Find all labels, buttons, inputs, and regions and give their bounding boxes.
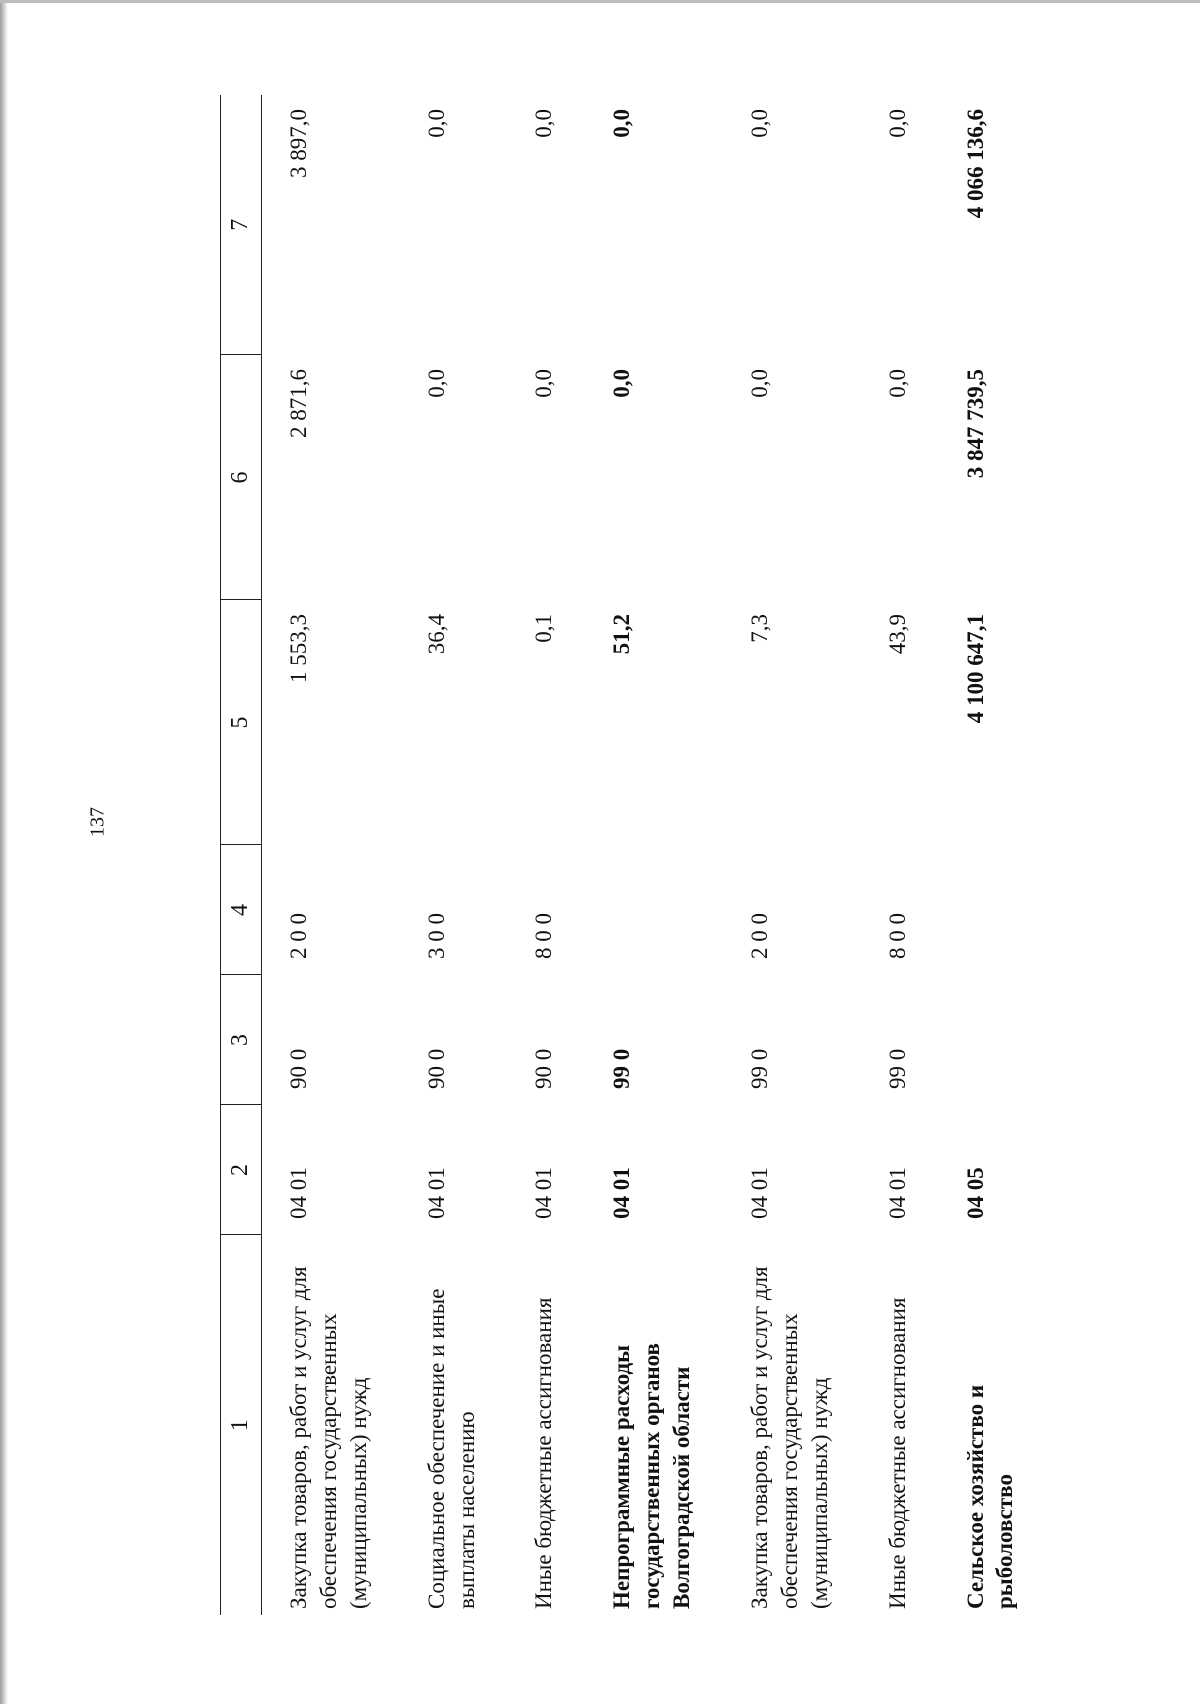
row-amount-col6: 0,0	[884, 369, 910, 398]
row-expense-type-code: 2 0 0	[286, 913, 311, 959]
row-expense-type-code: 3 0 0	[423, 913, 449, 959]
row-target-code: 99 0	[609, 1048, 635, 1089]
column-number-6: 6	[221, 355, 262, 600]
scan-edge-top	[0, 0, 1200, 3]
row-section-code: 04 01	[609, 1167, 635, 1219]
row-amount-col5: 36,4	[423, 614, 449, 655]
column-number-4: 4	[221, 845, 262, 975]
row-expense-type-code: 2 0 0	[747, 913, 773, 959]
row-amount-col6: 0,0	[423, 369, 449, 398]
row-name: Иные бюджетные ассигнования	[531, 1297, 557, 1609]
row-amount-col7: 0,0	[884, 109, 910, 138]
row-expense-type-code: 8 0 0	[531, 913, 557, 959]
table-row	[869, 95, 947, 1615]
table-row	[408, 95, 516, 1615]
page-number-text: 137	[86, 807, 109, 837]
row-target-code: 90 0	[423, 1048, 449, 1089]
row-name: Социальное обеспечение и иные выплаты населению	[423, 1288, 479, 1609]
budget-table	[220, 95, 1038, 1615]
column-number-7: 7	[221, 95, 262, 355]
column-number-header-row	[221, 95, 262, 1615]
table-row	[593, 95, 731, 1615]
row-target-code: 90 0	[531, 1048, 557, 1089]
row-amount-col6: 0,0	[747, 369, 773, 398]
table-row	[262, 95, 408, 1615]
row-target-code	[947, 975, 1039, 1105]
row-amount-col6: 3 847 739,5	[962, 369, 988, 479]
row-target-code: 90 0	[286, 1048, 311, 1089]
row-amount-col5: 4 100 647,1	[962, 614, 988, 724]
row-section-code: 04 05	[962, 1167, 988, 1219]
column-number-1: 1	[221, 1235, 262, 1615]
row-section-code: 04 01	[423, 1167, 449, 1219]
column-number-2: 2	[221, 1105, 262, 1235]
row-name: Сельское хозяйство и рыболовство	[962, 1384, 1018, 1609]
table-row	[731, 95, 869, 1615]
rotated-page-content	[220, 95, 1018, 1615]
row-amount-col5: 1 553,3	[286, 614, 311, 683]
row-section-code: 04 01	[286, 1167, 311, 1219]
row-section-code: 04 01	[747, 1167, 773, 1219]
row-amount-col5: 0,1	[531, 614, 557, 643]
row-amount-col5: 7,3	[747, 614, 773, 643]
row-amount-col7: 0,0	[609, 109, 635, 138]
row-name: Закупка товаров, работ и услуг для обеспечения государственных (муниципальных) нужд	[286, 1266, 371, 1609]
row-name: Закупка товаров, работ и услуг для обеспечения государственных (муниципальных) нужд	[747, 1266, 832, 1609]
row-name: Непрограммные расходы государственных органов Волгоградской области	[609, 1343, 695, 1609]
table-row	[515, 95, 593, 1615]
row-amount-col6: 0,0	[609, 369, 635, 398]
row-section-code: 04 01	[884, 1167, 910, 1219]
table-row	[947, 95, 1039, 1615]
row-name: Иные бюджетные ассигнования	[884, 1297, 910, 1609]
row-expense-type-code	[593, 845, 731, 975]
row-amount-col7: 0,0	[747, 109, 773, 138]
row-target-code: 99 0	[747, 1048, 773, 1089]
row-target-code: 99 0	[884, 1048, 910, 1089]
row-amount-col7: 0,0	[423, 109, 449, 138]
row-amount-col7: 3 897,0	[286, 109, 311, 178]
row-expense-type-code	[947, 845, 1039, 975]
row-amount-col7: 0,0	[531, 109, 557, 138]
row-expense-type-code: 8 0 0	[884, 913, 910, 959]
row-amount-col6: 0,0	[531, 369, 557, 398]
column-number-5: 5	[221, 600, 262, 845]
row-amount-col6: 2 871,6	[286, 369, 311, 438]
row-amount-col7: 4 066 136,6	[962, 109, 988, 219]
row-section-code: 04 01	[531, 1167, 557, 1219]
row-amount-col5: 51,2	[609, 614, 635, 655]
row-amount-col5: 43,9	[884, 614, 910, 655]
scan-edge	[0, 0, 8, 1704]
column-number-3: 3	[221, 975, 262, 1105]
